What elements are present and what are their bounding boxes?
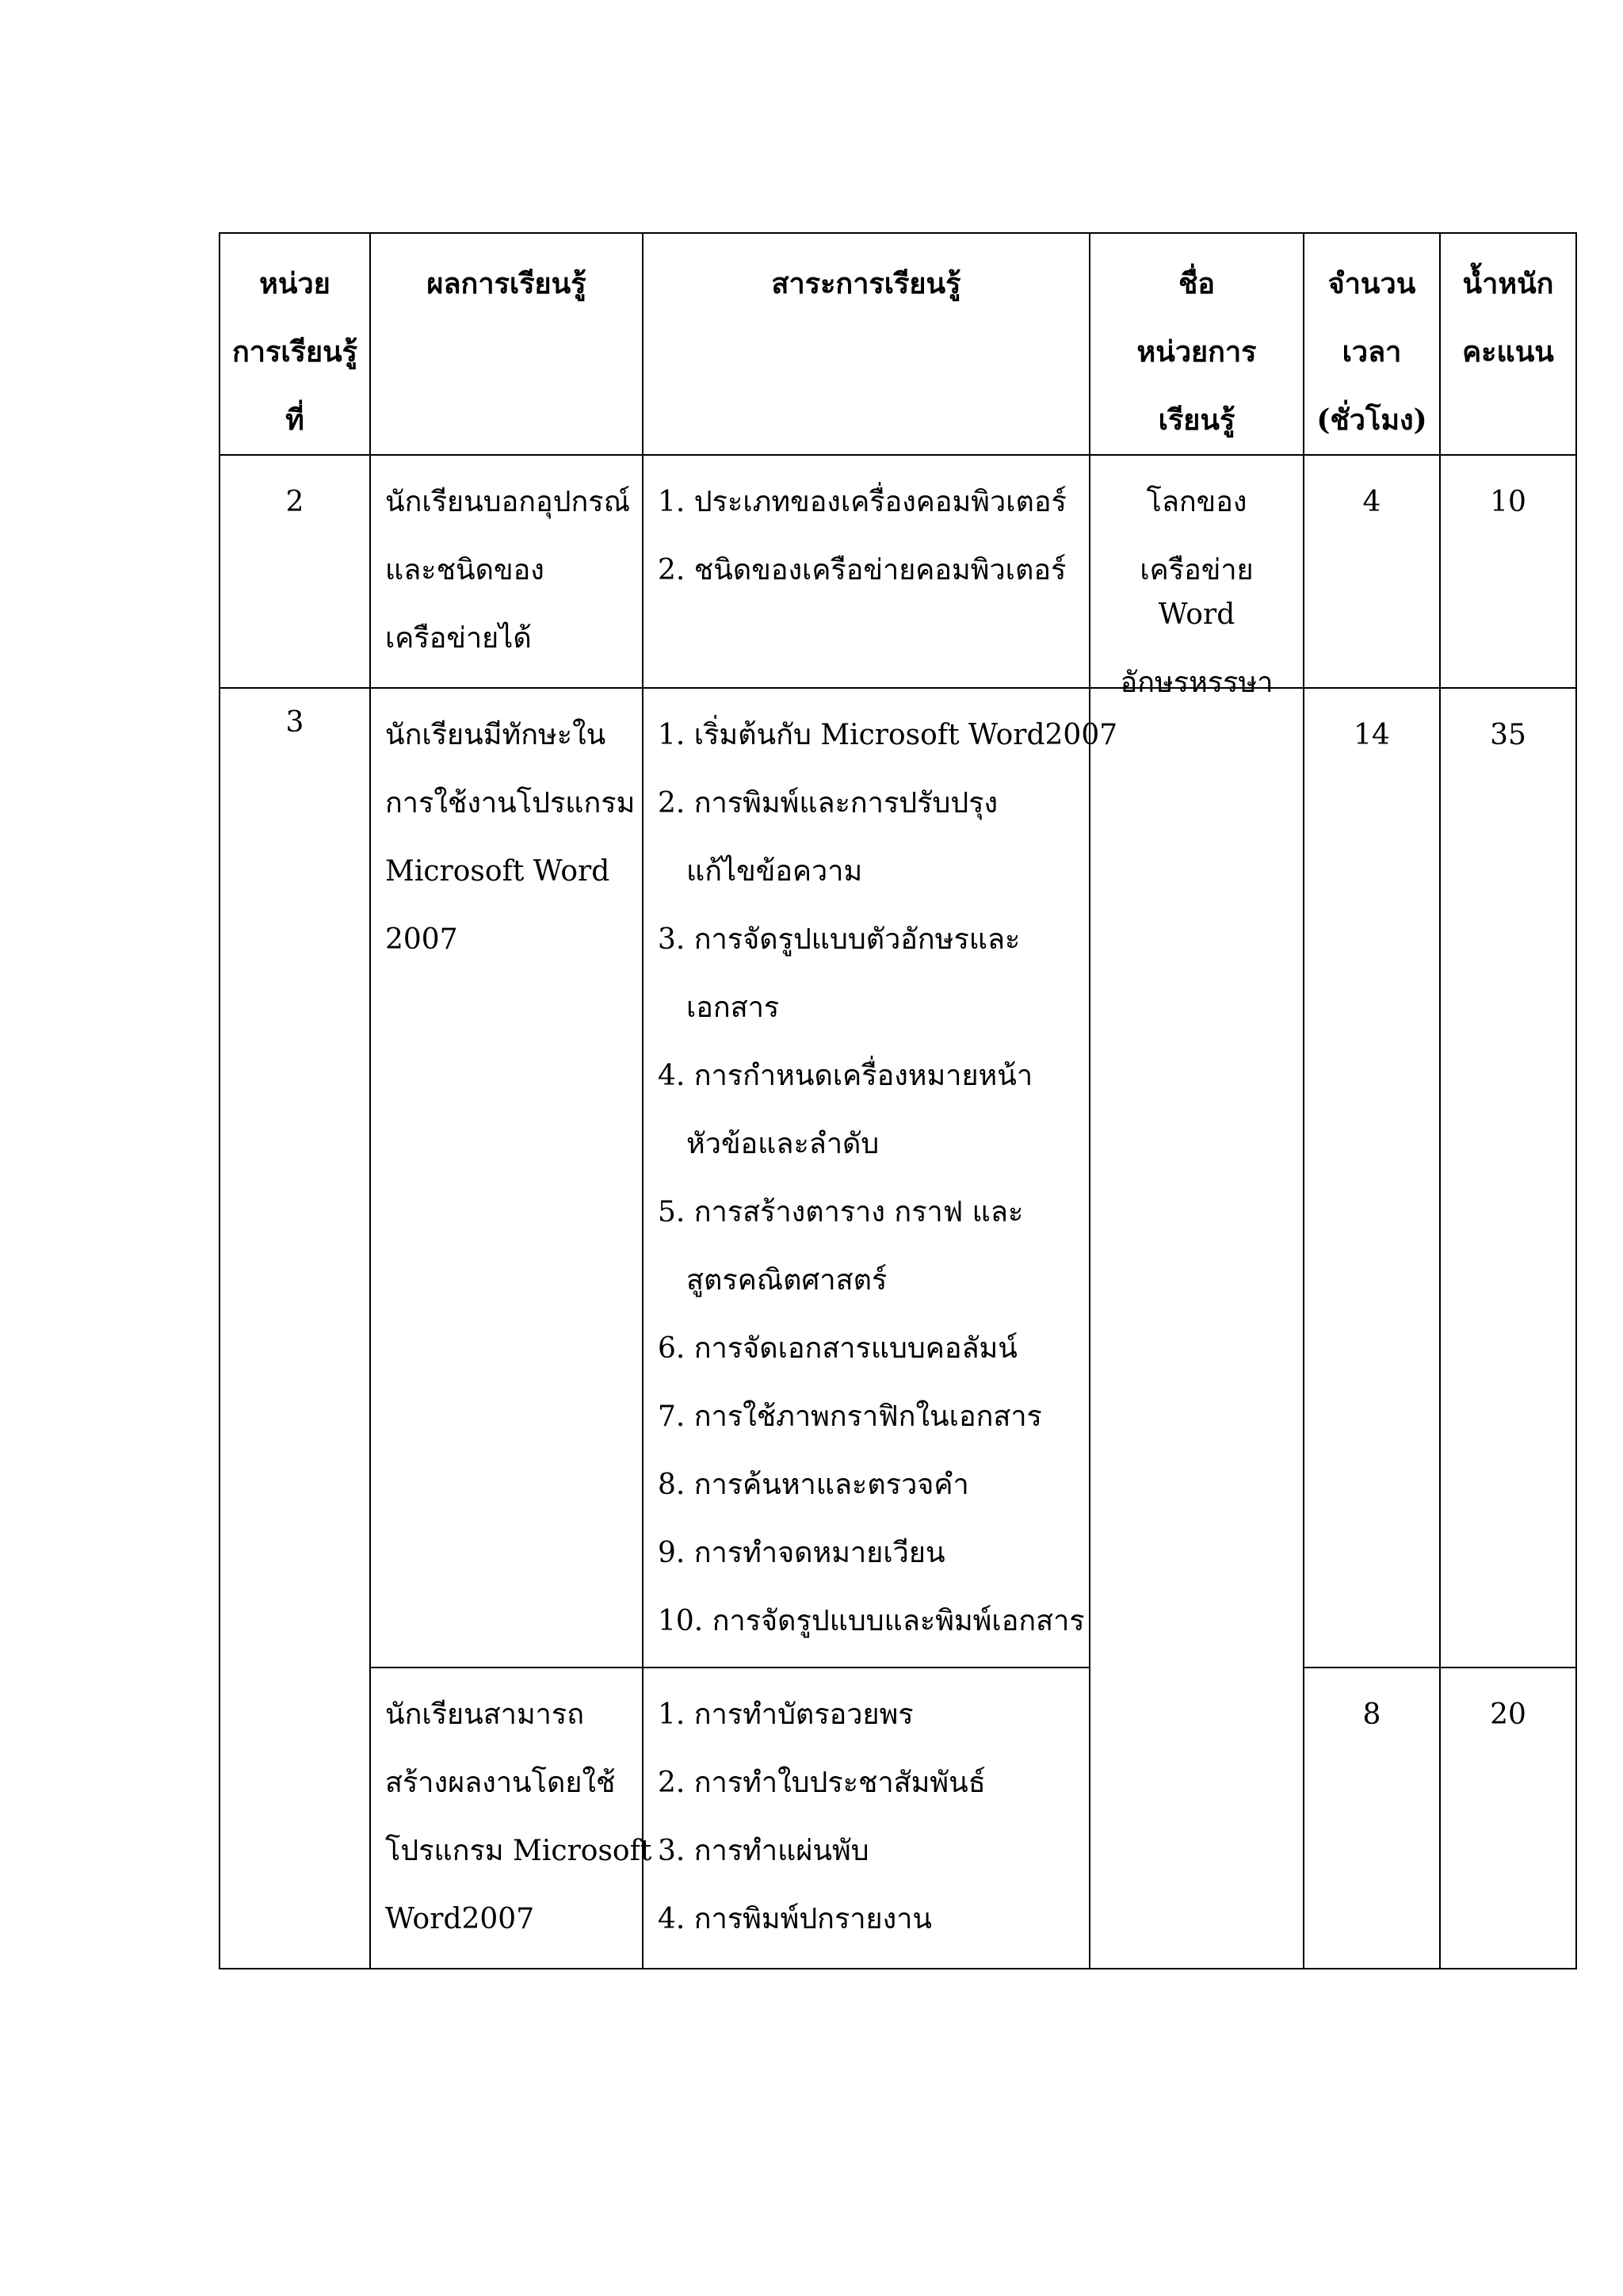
content-line: 3. การทำแผ่นพับ <box>658 1835 869 1867</box>
outcome-cell <box>370 1668 652 1969</box>
header-unit-name-line: หน่วยการ <box>1136 335 1257 369</box>
header-weight-line: น้ำหนัก <box>1462 267 1554 300</box>
outcome-line: 2007 <box>385 923 458 956</box>
content-line: 7. การใช้ภาพกราฟิกในเอกสาร <box>658 1400 1042 1433</box>
weight-value: 35 <box>1490 719 1526 751</box>
weight-value: 20 <box>1490 1698 1526 1731</box>
outcome-line: นักเรียนมีทักษะใน <box>385 719 606 751</box>
unit-number-cell <box>220 688 370 1969</box>
table-row-unit-3a <box>220 688 1576 1668</box>
header-hours-line: เวลา <box>1342 335 1402 369</box>
content-line: 1. การทำบัตรอวยพร <box>658 1698 914 1731</box>
content-line: 10. การจัดรูปแบบและพิมพ์เอกสาร <box>658 1605 1085 1637</box>
outcome-line: สร้างผลงานโดยใช้ <box>385 1767 616 1799</box>
content-cell <box>643 455 1090 688</box>
weight-cell <box>1440 455 1576 688</box>
weight-cell <box>1440 688 1576 1668</box>
outcome-line: Word2007 <box>385 1903 535 1935</box>
unit-number: 3 <box>285 706 304 739</box>
outcome-line: เครือข่ายได้ <box>385 622 532 655</box>
weight-cell <box>1440 1668 1576 1969</box>
unit-name-line: เครือข่าย <box>1140 554 1254 586</box>
outcome-line: นักเรียนสามารถ <box>385 1698 585 1731</box>
header-weight <box>1440 233 1576 455</box>
outcome-line: นักเรียนบอกอุปกรณ์ <box>385 486 631 518</box>
content-cell <box>643 1668 1090 1969</box>
content-line: 2. ชนิดของเครือข่ายคอมพิวเตอร์ <box>658 554 1067 586</box>
content-line: 4. การกำหนดเครื่องหมายหน้า <box>658 1060 1033 1092</box>
outcome-cell <box>370 455 643 688</box>
header-weight-line: คะแนน <box>1462 335 1554 369</box>
hours-cell <box>1304 688 1440 1668</box>
content-line: 3. การจัดรูปแบบตัวอักษรและ <box>658 923 1021 956</box>
unit-number-cell <box>220 455 370 688</box>
header-hours <box>1304 233 1440 455</box>
header-outcome-line: ผลการเรียนรู้ <box>426 267 586 300</box>
hours-value: 14 <box>1354 719 1390 751</box>
content-line: 6. การจัดเอกสารแบบคอลัมน์ <box>658 1332 1018 1365</box>
header-row <box>220 233 1576 455</box>
unit-number: 2 <box>285 486 304 518</box>
content-line: สูตรคณิตศาสตร์ <box>686 1264 888 1297</box>
header-unit-no-line: ที่ <box>285 403 304 437</box>
content-line: เอกสาร <box>686 991 780 1024</box>
table-row-unit-3b <box>220 1668 1576 1969</box>
unit-name-line: อักษรหรรษา <box>1120 667 1274 699</box>
header-unit-no-line: หน่วย <box>259 267 330 300</box>
header-unit-name <box>1090 233 1304 455</box>
header-hours-line: (ชั่วโมง) <box>1316 403 1427 437</box>
learning-unit-table <box>219 232 1577 1969</box>
unit-name-line: โลกของ <box>1146 486 1247 518</box>
header-outcome <box>370 233 643 455</box>
header-unit-no-line: การเรียนรู้ <box>231 335 358 369</box>
content-line: 2. การพิมพ์และการปรับปรุง <box>658 787 999 819</box>
outcome-line: และชนิดของ <box>385 554 544 586</box>
hours-value: 8 <box>1362 1698 1381 1731</box>
unit-name-cell <box>1090 598 1304 1969</box>
content-line: หัวข้อและลำดับ <box>686 1128 880 1160</box>
weight-value: 10 <box>1490 486 1526 518</box>
outcome-line: การใช้งานโปรแกรม <box>385 787 636 819</box>
content-line: 4. การพิมพ์ปกรายงาน <box>658 1903 933 1935</box>
header-content-line: สาระการเรียนรู้ <box>771 267 961 300</box>
content-line: 1. ประเภทของเครื่องคอมพิวเตอร์ <box>658 486 1067 518</box>
content-line: 9. การทำจดหมายเวียน <box>658 1537 945 1569</box>
header-unit-name-line: เรียนรู้ <box>1158 403 1235 437</box>
header-unit-no <box>220 233 370 455</box>
hours-value: 4 <box>1362 486 1381 518</box>
header-content <box>643 233 1090 455</box>
hours-cell <box>1304 1668 1440 1969</box>
content-line: 8. การค้นหาและตรวจคำ <box>658 1469 969 1501</box>
header-hours-line: จำนวน <box>1327 267 1416 300</box>
content-line: 5. การสร้างตาราง กราฟ และ <box>658 1196 1024 1228</box>
hours-cell <box>1304 455 1440 688</box>
outcome-cell <box>370 688 643 1668</box>
content-line: 1. เริ่มต้นกับ Microsoft Word2007 <box>658 719 1118 751</box>
content-line: 2. การทำใบประชาสัมพันธ์ <box>658 1767 986 1799</box>
outcome-line: โปรแกรม Microsoft <box>385 1835 652 1867</box>
content-line: แก้ไขข้อความ <box>686 855 863 888</box>
table-row-unit-2 <box>220 455 1576 688</box>
outcome-line: Microsoft Word <box>385 855 610 888</box>
content-cell <box>643 688 1118 1668</box>
header-unit-name-line: ชื่อ <box>1178 267 1216 300</box>
unit-name-line: Word <box>1158 598 1235 631</box>
